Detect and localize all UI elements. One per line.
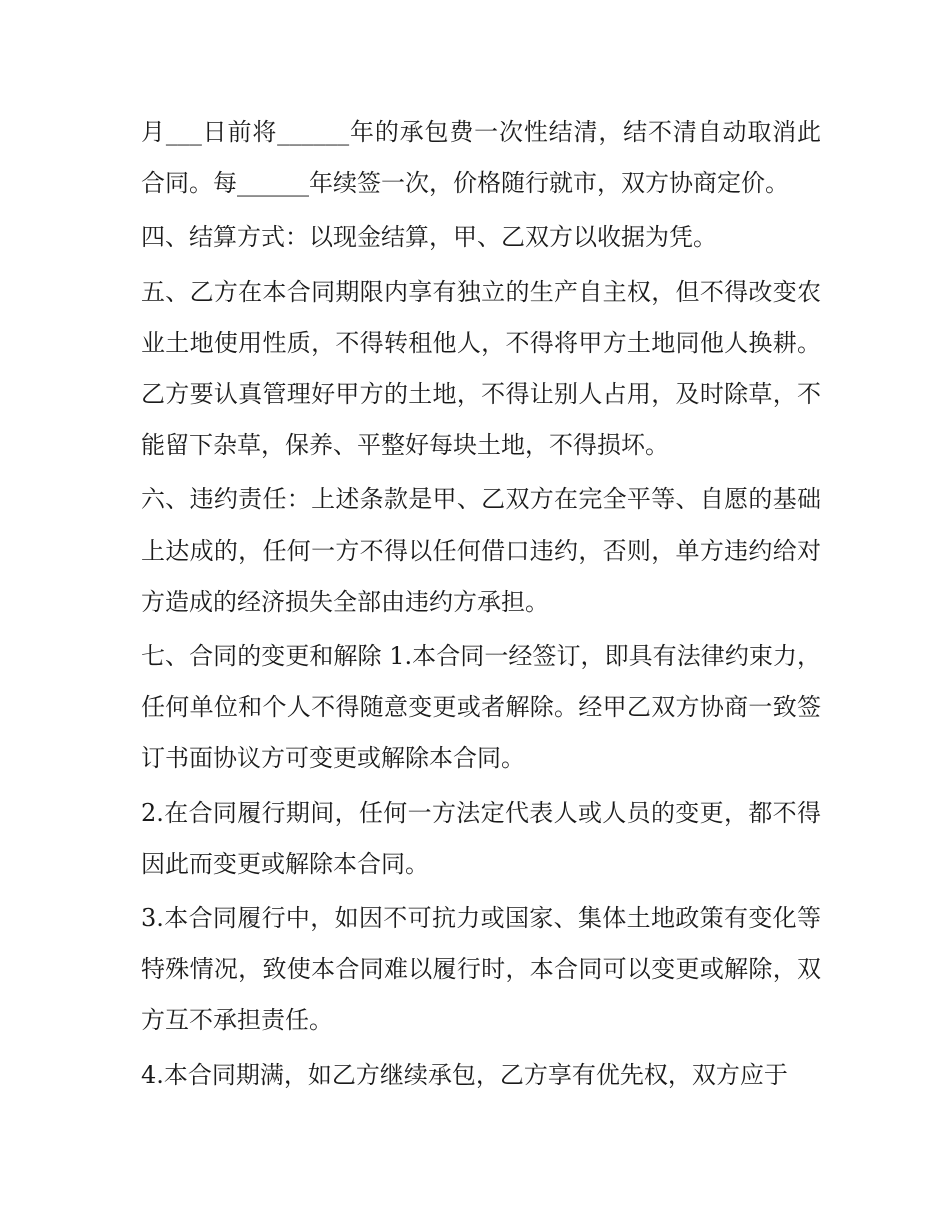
- paragraph-liability: 六、违约责任：上述条款是甲、乙双方在完全平等、自愿的基础上达成的，任何一方不得以任何借口违约，否则，单方违约给对方造成的经济损失全部由违约方承担。: [141, 485, 821, 616]
- paragraph-change-termination: 七、合同的变更和解除 1.本合同一经签订，即具有法律约束力，任何单位和个人不得随意变更或者解除。经甲乙双方协商一致签订书面协议方可变更或解除本合同。: [141, 642, 821, 773]
- paragraph-autonomy: 五、乙方在本合同期限内享有独立的生产自主权，但不得改变农业土地使用性质，不得转租他人，不得将甲方土地同他人换耕。乙方要认真管理好甲方的土地，不得让别人占用，及时除草，不能留下杂草，保养、平整好每块土地，不得损坏。: [141, 277, 821, 460]
- document-body: [141, 107, 821, 1101]
- paragraph-payment-terms: 月___日前将______年的承包费一次性结清，结不清自动取消此合同。每______年续签一次，价格随行就市，双方协商定价。: [141, 118, 821, 198]
- paragraph-clause-3: 3.本合同履行中，如因不可抗力或国家、集体土地政策有变化等特殊情况，致使本合同难以履行时，本合同可以变更或解除，双方互不承担责任。: [141, 904, 821, 1035]
- paragraph-clause-2: 2.在合同履行期间，任何一方法定代表人或人员的变更，都不得因此而变更或解除本合同。: [141, 798, 821, 878]
- paragraph-clause-4: 4.本合同期满，如乙方继续承包，乙方享有优先权，双方应于: [141, 1060, 788, 1089]
- paragraph-settlement-method: 四、结算方式：以现金结算，甲、乙双方以收据为凭。: [141, 223, 717, 252]
